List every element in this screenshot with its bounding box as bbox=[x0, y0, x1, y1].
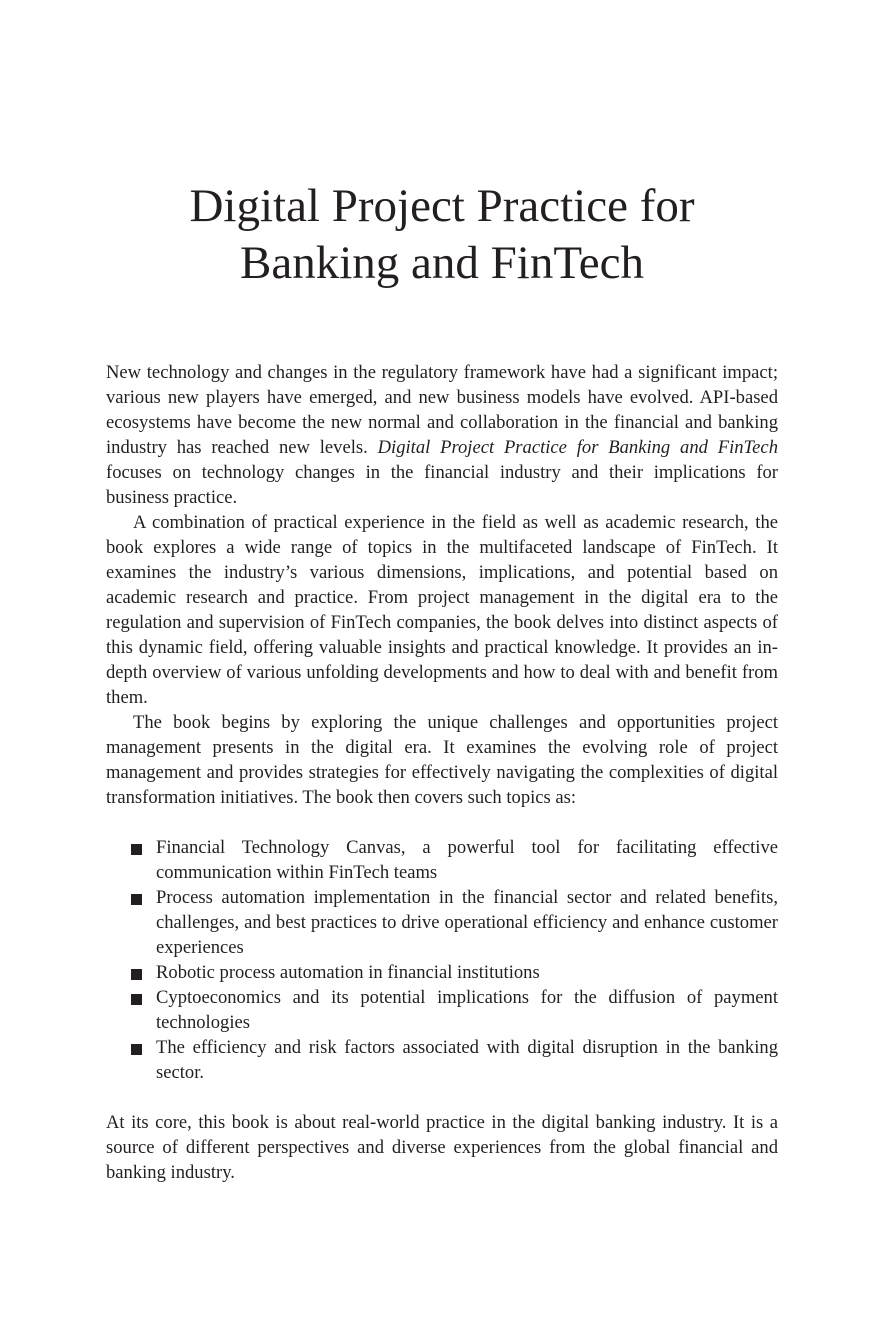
square-bullet-icon bbox=[131, 1044, 142, 1055]
list-item-text: The efficiency and risk factors associated with digital disruption in the banking sector. bbox=[156, 1037, 778, 1083]
paragraph-intro-text-a: New technology and changes in the regulatory framework have had a significant impact; various new players have emerged, and new business models have evolved. API-based ecosystems have become the new normal and collaboration in the financial and banking industry has reached new levels. bbox=[106, 362, 778, 458]
list-item bbox=[106, 960, 778, 985]
topics-list bbox=[106, 835, 778, 1085]
list-item-text: Financial Technology Canvas, a powerful tool for facilitating effective communication within FinTech teams bbox=[156, 837, 778, 883]
square-bullet-icon bbox=[131, 844, 142, 855]
square-bullet-icon bbox=[131, 994, 142, 1005]
title-line-1: Digital Project Practice for bbox=[189, 180, 695, 232]
list-item bbox=[106, 835, 778, 885]
square-bullet-icon bbox=[131, 894, 142, 905]
list-item bbox=[106, 885, 778, 960]
paragraph-conclusion: At its core, this book is about real-world practice in the digital banking industry. It is a source of different perspectives and diverse experiences from the global financial and banking industry. bbox=[106, 1112, 778, 1183]
list-item bbox=[106, 1035, 778, 1085]
paragraph-overview: A combination of practical experience in the field as well as academic research, the book explores a wide range of topics in the multifaceted landscape of FinTech. It examines the industry’s various dimensions, implications, and potential based on academic research and practice. From project management in the digital era to the regulation and supervision of FinTech companies, the book delves into distinct aspects of this dynamic field, offering valuable insights and practical knowledge. It provides an in-depth overview of various unfolding developments and how to deal with and benefit from them. bbox=[106, 512, 778, 708]
paragraph-intro-text-b: focuses on technology changes in the financial industry and their implications for business practice. bbox=[106, 462, 778, 508]
list-item-text: Cyptoeconomics and its potential implications for the diffusion of payment technologies bbox=[156, 987, 778, 1033]
paragraph-intro bbox=[106, 360, 778, 510]
book-title-italic: Digital Project Practice for Banking and FinTech bbox=[377, 437, 778, 458]
paragraph-topics-intro: The book begins by exploring the unique challenges and opportunities project management presents in the digital era. It examines the evolving role of project management and provides strategies for effectively navigating the complexities of digital transformation initiatives. The book then covers such topics as: bbox=[106, 712, 778, 808]
list-item-text: Robotic process automation in financial institutions bbox=[156, 962, 540, 983]
list-item bbox=[106, 985, 778, 1035]
square-bullet-icon bbox=[131, 969, 142, 980]
list-item-text: Process automation implementation in the financial sector and related benefits, challenges, and best practices to drive operational efficiency and enhance customer experiences bbox=[156, 887, 778, 958]
title-line-2: Banking and FinTech bbox=[240, 237, 644, 289]
body-text bbox=[106, 360, 778, 1185]
page-title bbox=[0, 178, 884, 292]
